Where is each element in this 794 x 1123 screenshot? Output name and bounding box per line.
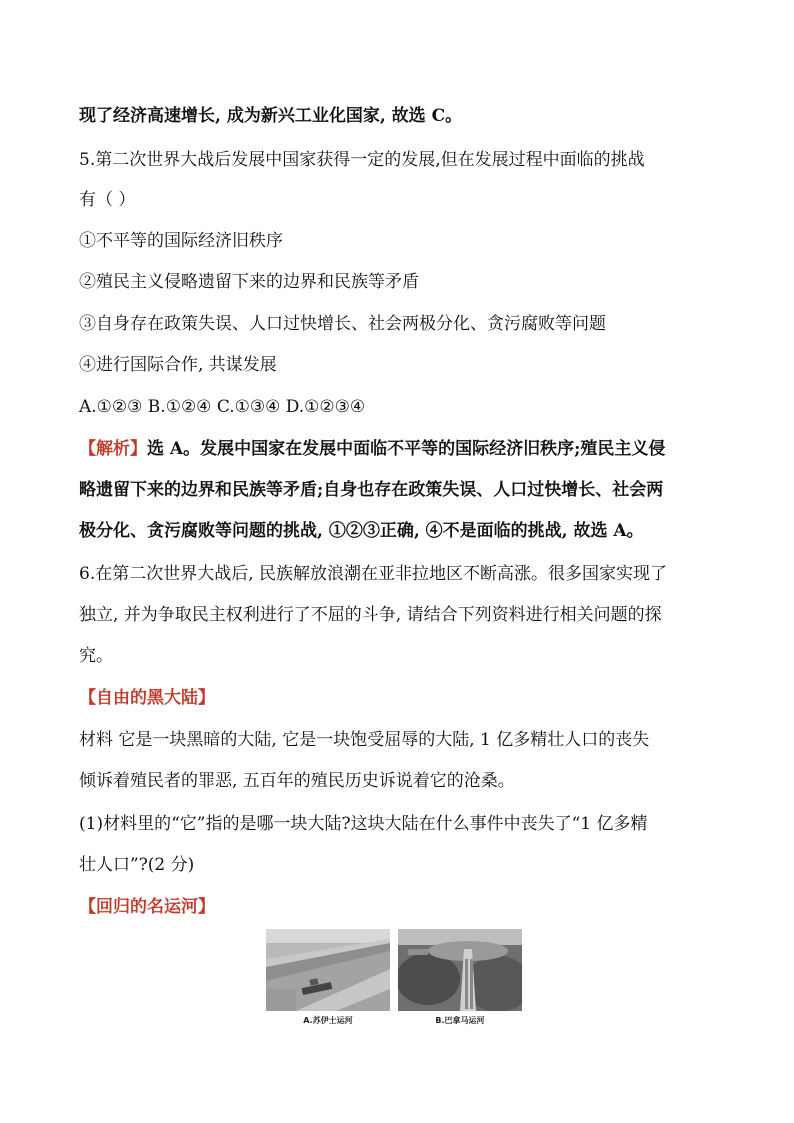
question-5-stem-line-1: 5.第二次世界大战后发展中国家获得一定的发展,但在发展过程中面临的挑战 — [79, 150, 645, 170]
question-6-stem-line-3: 究。 — [79, 646, 113, 666]
figure-caption-b: B.巴拿马运河 — [435, 1016, 485, 1025]
analysis-tag: 【解析】 — [79, 439, 147, 459]
figure-caption-a: A.苏伊士运河 — [303, 1016, 353, 1025]
question-5-item-3: ③自身存在政策失误、人口过快增长、社会两极分化、贪污腐败等问题 — [79, 314, 606, 334]
question-5-stem-line-2: 有（ ） — [79, 190, 136, 210]
question-6-stem-line-1: 6.在第二次世界大战后, 民族解放浪潮在亚非拉地区不断高涨。很多国家实现了 — [79, 564, 668, 584]
panama-canal-photo — [398, 929, 522, 1011]
analysis-text-1: 选 A。发展中国家在发展中面临不平等的国际经济旧秩序;殖民主义侵 — [147, 439, 666, 459]
answer-continuation-line: 现了经济高速增长, 成为新兴工业化国家, 故选 C。 — [79, 106, 463, 126]
subquestion-1-line-2: 壮人口”?(2 分) — [79, 855, 195, 875]
suez-canal-figure — [266, 929, 390, 1026]
question-5-item-2: ②殖民主义侵略遗留下来的边界和民族等矛盾 — [79, 272, 419, 292]
question-5-item-1: ①不平等的国际经济旧秩序 — [79, 231, 283, 251]
suez-canal-photo — [266, 929, 390, 1011]
question-6-stem-line-2: 独立, 并为争取民主权利进行了不屈的斗争, 请结合下列资料进行相关问题的探 — [79, 605, 662, 625]
material-line-2: 倾诉着殖民者的罪恶, 五百年的殖民历史诉说着它的沧桑。 — [79, 771, 515, 791]
section-heading-free-black-continent: 【自由的黑大陆】 — [79, 688, 215, 708]
section-heading-returned-canals: 【回归的名运河】 — [79, 897, 215, 917]
subquestion-1-line-1: (1)材料里的“它”指的是哪一块大陆?这块大陆在什么事件中丧失了“1 亿多精 — [79, 814, 648, 834]
question-5-item-4: ④进行国际合作, 共谋发展 — [79, 355, 277, 375]
question-5-choices: A.①②③ B.①②④ C.①③④ D.①②③④ — [79, 397, 366, 417]
material-line-1: 材料 它是一块黑暗的大陆, 它是一块饱受屈辱的大陆, 1 亿多精壮人口的丧失 — [79, 730, 650, 750]
analysis-line-1 — [79, 438, 719, 460]
panama-canal-figure — [398, 929, 522, 1026]
canal-figures — [266, 929, 524, 1029]
analysis-line-2: 略遗留下来的边界和民族等矛盾;自身也存在政策失误、人口过快增长、社会两 — [79, 480, 664, 500]
analysis-line-3: 极分化、贪污腐败等问题的挑战, ①②③正确, ④不是面临的挑战, 故选 A。 — [79, 521, 644, 541]
